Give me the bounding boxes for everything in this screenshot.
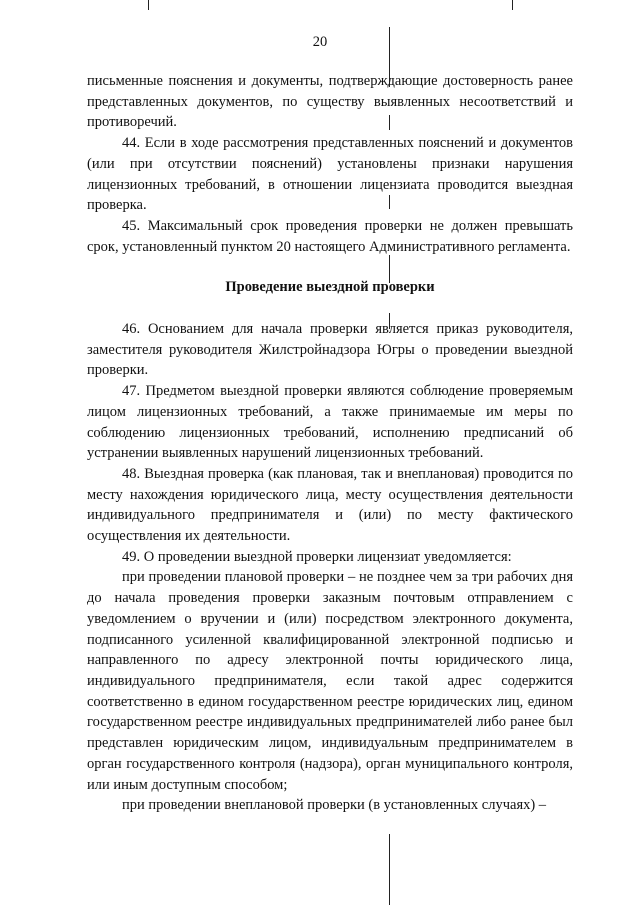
scan-artifact-top-left xyxy=(148,0,149,10)
scan-artifact-center-line-6 xyxy=(389,834,390,905)
paragraph-46: 46. Основанием для начала проверки является приказ руководителя, заместителя руководителя Жилстройнадзора Югры о проведении выездной проверки. xyxy=(87,321,573,379)
page-number: 20 xyxy=(312,34,328,50)
paragraph-49: 49. О проведении выездной проверки лицензиат уведомляется: xyxy=(122,548,512,565)
paragraph-planned-inspection: при проведении плановой проверки – не позднее чем за три рабочих дня до начала проведения проверки заказным почтовым отправлением с уведомлением о вручении и (или) посредством электронного документа, подписанного усиленной квалифицированной электронной подписью и направленного по адресу электронной почты юридического лица, индивидуального предпринимателя, если такой адрес содержится соответственно в едином государственном реестре юридических лиц, едином государственном реестре индивидуальных предпринимателей либо ранее был представлен юридическим лицом, индивидуальным предпринимателем в орган государственного контроля (надзора), орган муниципального контроля, или иным доступным способом; xyxy=(87,569,573,793)
paragraph-continuation: письменные пояснения и документы, подтверждающие достоверность ранее представленных документов, по существу выявленных несоответствий и противоречий. xyxy=(87,73,573,131)
section-title: Проведение выездной проверки xyxy=(225,279,435,296)
document-body xyxy=(87,71,573,816)
paragraph-45: 45. Максимальный срок проведения проверки не должен превышать срок, установленный пунктом 20 настоящего Административного регламента. xyxy=(87,217,573,255)
scan-artifact-top-right xyxy=(512,0,513,10)
paragraph-47: 47. Предметом выездной проверки являются соблюдение проверяемым лицом лицензионных требований, а также принимаемые им меры по соблюдению лицензионных требований, исполнению предписаний об устранении выявленных нарушений лицензионных требований. xyxy=(87,383,573,462)
paragraph-48: 48. Выездная проверка (как плановая, так и внеплановая) проводится по месту нахождения юридического лица, месту осуществления деятельности индивидуального предпринимателя и (или) по месту фактического осуществления их деятельности. xyxy=(87,465,573,545)
paragraph-unplanned-inspection: при проведении внеплановой проверки (в установленных случаях) – xyxy=(122,797,547,814)
paragraph-44: 44. Если в ходе рассмотрения представленных пояснений и документов (или при отсутствии пояснений) установлены признаки нарушения лицензионных требований, в отношении лицензиата проводится выездная проверка. xyxy=(87,135,573,214)
